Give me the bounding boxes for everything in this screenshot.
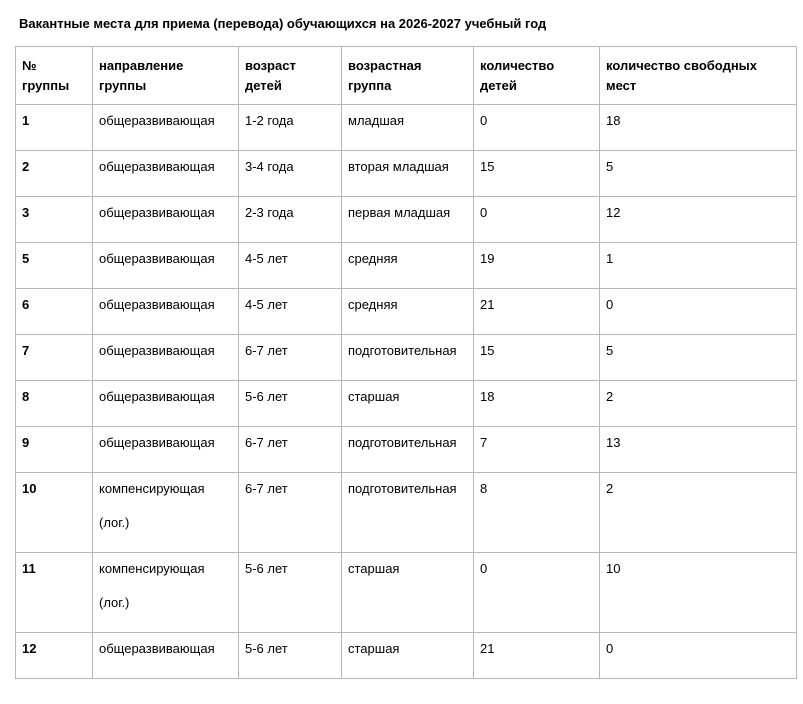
cell-group-number: 7: [16, 335, 93, 381]
cell-direction: общеразвивающая: [93, 335, 239, 381]
header-age-group: возрастная группа: [342, 47, 474, 105]
cell-children-count: 19: [474, 243, 600, 289]
cell-age-group: средняя: [342, 289, 474, 335]
cell-children-count: 18: [474, 381, 600, 427]
cell-age: 5-6 лет: [239, 381, 342, 427]
cell-group-number: 3: [16, 197, 93, 243]
cell-age: 6-7 лет: [239, 427, 342, 473]
table-row: [16, 335, 797, 381]
cell-free-places: 13: [600, 427, 797, 473]
header-group-number: № группы: [16, 47, 93, 105]
cell-free-places: 5: [600, 335, 797, 381]
cell-age: 4-5 лет: [239, 289, 342, 335]
cell-direction: общеразвивающая: [93, 105, 239, 151]
table-row: [16, 473, 797, 553]
cell-free-places: 5: [600, 151, 797, 197]
cell-direction: общеразвивающая: [93, 197, 239, 243]
cell-free-places: 12: [600, 197, 797, 243]
cell-group-number: 10: [16, 473, 93, 553]
cell-free-places: 0: [600, 289, 797, 335]
cell-free-places: 1: [600, 243, 797, 289]
cell-direction-text: компенсирующая (лог.): [99, 481, 205, 530]
cell-group-number: 8: [16, 381, 93, 427]
cell-direction: общеразвивающая: [93, 243, 239, 289]
cell-children-count: 15: [474, 335, 600, 381]
table-row: [16, 427, 797, 473]
cell-group-number: 2: [16, 151, 93, 197]
cell-free-places: 2: [600, 381, 797, 427]
cell-direction: общеразвивающая: [93, 151, 239, 197]
cell-children-count: 0: [474, 553, 600, 633]
cell-direction: общеразвивающая: [93, 381, 239, 427]
cell-free-places: 10: [600, 553, 797, 633]
cell-age-group: подготовительная: [342, 473, 474, 553]
cell-group-number: 9: [16, 427, 93, 473]
cell-age-group: подготовительная: [342, 427, 474, 473]
cell-age: 6-7 лет: [239, 473, 342, 553]
cell-children-count: 0: [474, 197, 600, 243]
cell-age-group: вторая младшая: [342, 151, 474, 197]
cell-free-places: 2: [600, 473, 797, 553]
cell-children-count: 15: [474, 151, 600, 197]
vacancies-table: [15, 46, 797, 679]
header-direction: направление группы: [93, 47, 239, 105]
cell-age-group: младшая: [342, 105, 474, 151]
cell-free-places: 0: [600, 633, 797, 679]
table-row: [16, 381, 797, 427]
table-row: [16, 289, 797, 335]
cell-direction: [93, 553, 239, 633]
table-row: [16, 553, 797, 633]
cell-group-number: 12: [16, 633, 93, 679]
cell-age-group: старшая: [342, 553, 474, 633]
cell-age: 1-2 года: [239, 105, 342, 151]
cell-direction: общеразвивающая: [93, 289, 239, 335]
cell-group-number: 5: [16, 243, 93, 289]
cell-age: 3-4 года: [239, 151, 342, 197]
cell-children-count: 8: [474, 473, 600, 553]
cell-age: 6-7 лет: [239, 335, 342, 381]
cell-age-group: старшая: [342, 381, 474, 427]
cell-direction: общеразвивающая: [93, 633, 239, 679]
cell-group-number: 1: [16, 105, 93, 151]
cell-age-group: первая младшая: [342, 197, 474, 243]
cell-age-group: подготовительная: [342, 335, 474, 381]
table-row: [16, 633, 797, 679]
table-row: [16, 197, 797, 243]
cell-children-count: 21: [474, 633, 600, 679]
header-age: возраст детей: [239, 47, 342, 105]
cell-direction: общеразвивающая: [93, 427, 239, 473]
table-row: [16, 243, 797, 289]
cell-age: 2-3 года: [239, 197, 342, 243]
cell-free-places: 18: [600, 105, 797, 151]
table-row: [16, 151, 797, 197]
header-free-places: количество свободных мест: [600, 47, 797, 105]
cell-age-group: средняя: [342, 243, 474, 289]
cell-children-count: 21: [474, 289, 600, 335]
header-children-count: количество детей: [474, 47, 600, 105]
page-title: Вакантные места для приема (перевода) обучающихся на 2026-2027 учебный год: [19, 16, 547, 31]
cell-direction: [93, 473, 239, 553]
cell-children-count: 7: [474, 427, 600, 473]
table-header-row: [16, 47, 797, 105]
cell-group-number: 11: [16, 553, 93, 633]
cell-age: 4-5 лет: [239, 243, 342, 289]
cell-group-number: 6: [16, 289, 93, 335]
cell-direction-text: компенсирующая (лог.): [99, 561, 205, 610]
cell-age-group: старшая: [342, 633, 474, 679]
cell-age: 5-6 лет: [239, 553, 342, 633]
table-row: [16, 105, 797, 151]
cell-age: 5-6 лет: [239, 633, 342, 679]
cell-children-count: 0: [474, 105, 600, 151]
